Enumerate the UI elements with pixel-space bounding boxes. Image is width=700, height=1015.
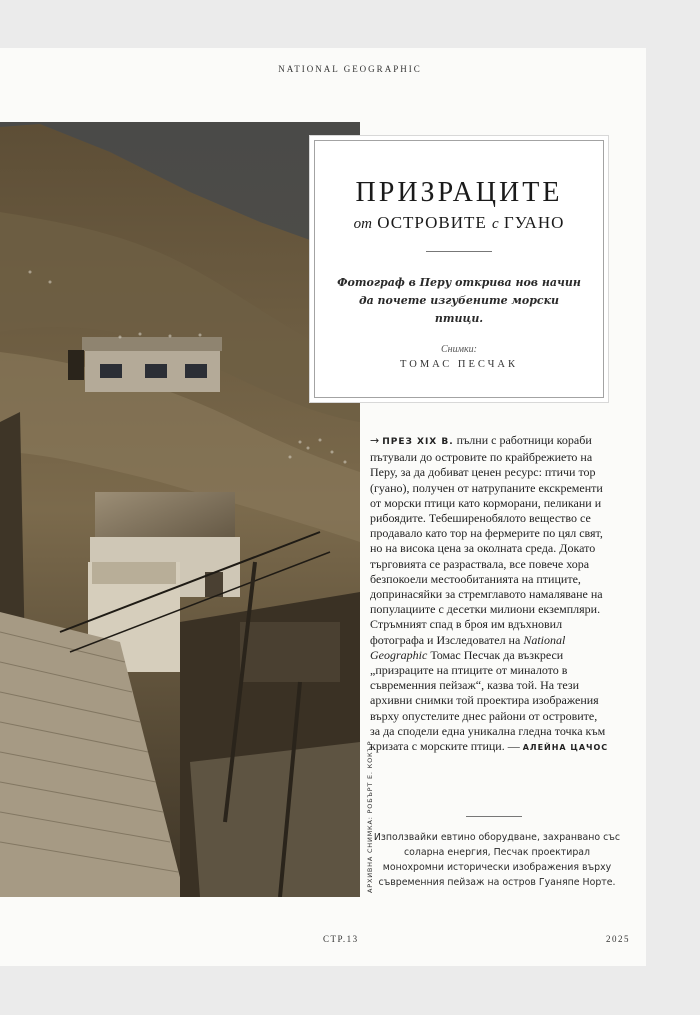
subtitle-word-with: с: [492, 216, 499, 232]
article-author: АЛЕЙНА ЦАЧОС: [522, 743, 609, 753]
article-dek: Фотограф в Перу открива нов начин да почете изгубените морски птици.: [337, 276, 581, 325]
article-subtitle: [315, 213, 603, 233]
title-divider: [426, 251, 492, 252]
subtitle-word-islands: ОСТРОВИТЕ: [377, 213, 487, 232]
photographer-label: Снимки:: [440, 344, 478, 355]
article-text-part-1: пълни с работници кораби пътували до островите по крайбрежието на Перу, за да добиват ценен ресурс: птичи тор (гуано), получен от натрупаните екскременти от морски птици като корморани, пеликани и рибоядите. Тебеширенобялото вещество се продавало като тор на фермерите по цял свят, но на висока цена за околната среда. Докато търговията се разраствала, все повече хора безпокоели местообитанията на птиците, допринасяйки за стремглавото намаляване на популациите с десетки милиони екземпляри. Стръмният спад в броя им вдъхновил фотографа и Изследовател на: [370, 433, 603, 647]
article-magazine-name: National Geographic: [370, 632, 566, 662]
photo-caption: Използвайки евтино оборудване, захранвано със соларна енергия, Песчак проектирал монохромни исторически изображения върху съвременния пейзаж на остров Гуаняпе Норте.: [373, 832, 621, 888]
page-number: СТР.13: [323, 934, 359, 944]
masthead: NATIONAL GEOGRAPHIC: [278, 64, 422, 74]
article-text-part-2: Томас Песчак да възкреси „призраците на птиците от миналото в съвременния пейзаж“, казва той. На тези архивни снимки той проектира изображения върху опустелите днес райони от островите, за да сподели една уникална гледна точка към кризата с морските птици. —: [370, 647, 606, 754]
archival-photo: [0, 122, 360, 897]
article-title: ПРИЗРАЦИТЕ: [355, 177, 563, 208]
title-box: [314, 140, 604, 398]
subtitle-word-guano: ГУАНО: [503, 213, 565, 232]
issue-year: 2025: [606, 934, 630, 944]
article-lead: ПРЕЗ XIX В.: [382, 437, 454, 447]
article-body: [370, 433, 610, 755]
photographer-name: ТОМАС ПЕСЧАК: [399, 359, 519, 370]
caption-divider: [466, 816, 522, 817]
subtitle-word-from: от: [353, 216, 372, 232]
photo-credit: АРХИВНА СНИМКА: РОБЪРТ Е. КОКЪР: [366, 740, 374, 893]
arrow-icon: →: [370, 434, 380, 447]
